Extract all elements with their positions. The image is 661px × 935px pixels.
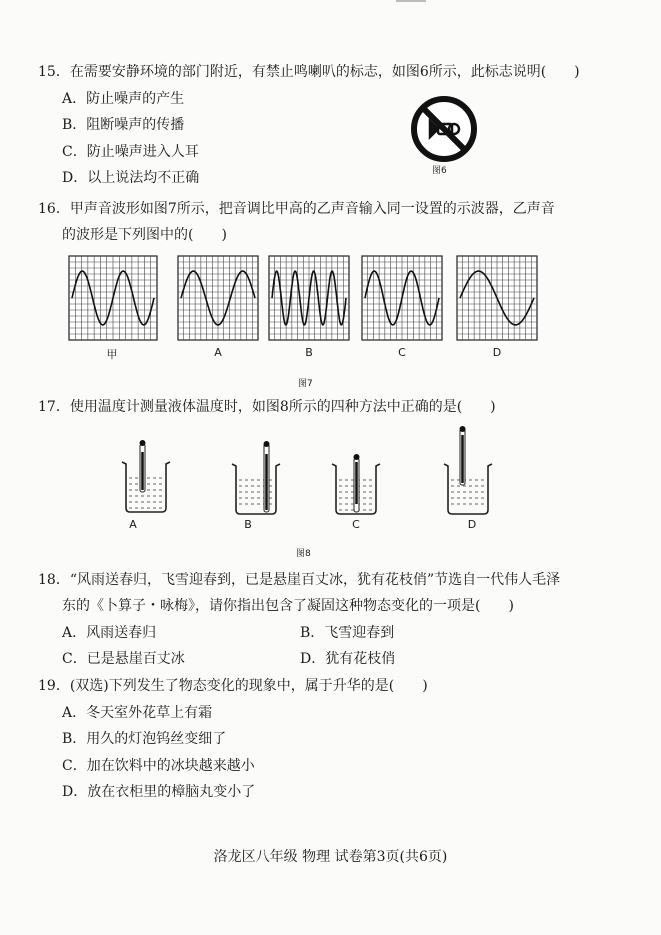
beaker-label-d: D: [467, 518, 477, 531]
scan-mark: [396, 0, 426, 2]
q19-option-c: C．加在饮料中的冰块越来越小: [62, 758, 255, 774]
q17-stem: 17．使用温度计测量液体温度时，如图8所示的四种方法中正确的是( ): [38, 399, 496, 415]
waveform-d: [456, 255, 538, 341]
waveform-label-b: B: [305, 346, 313, 359]
waveform-c: [361, 255, 443, 341]
q15-stem: 15．在需要安静环境的部门附近，有禁止鸣喇叭的标志，如图6所示，此标志说明( ): [38, 64, 580, 80]
beaker-d: [440, 425, 496, 520]
beaker-c: [328, 440, 384, 520]
q15-option-a: A．防止噪声的产生: [62, 91, 185, 107]
waveform-label-a: A: [214, 346, 222, 359]
q19-option-b: B．用久的灯泡钨丝变细了: [62, 731, 227, 747]
q18-option-c: C．已是悬崖百丈冰: [62, 651, 185, 667]
beaker-label-c: C: [352, 518, 360, 531]
page-footer: 洛龙区八年级 物理 试卷第3页(共6页): [213, 849, 448, 865]
waveform-label-c: C: [398, 346, 406, 359]
figure-6-caption: 图6: [432, 166, 447, 176]
q18-stem-line2: 东的《卜算子・咏梅》，请你指出包含了凝固这种物态变化的一项是( ): [62, 598, 514, 614]
figure-8-caption: 图8: [296, 549, 311, 559]
q18-stem-line1: 18．“风雨送春归，飞雪迎春到，已是悬崖百丈冰，犹有花枝俏”节选自一代伟人毛泽: [38, 572, 561, 588]
beaker-a: [118, 438, 174, 518]
q18-option-a: A．风雨送春归: [62, 625, 157, 641]
q16-stem-line1: 16．甲声音波形如图7所示，把音调比甲高的乙声音输入同一设置的示波器，乙声音: [38, 201, 555, 217]
beaker-label-a: A: [129, 518, 137, 531]
q18-option-b: B．飞雪迎春到: [300, 625, 395, 641]
q15-option-d: D．以上说法均不正确: [62, 170, 200, 186]
beaker-label-b: B: [244, 518, 252, 531]
q15-option-c: C．防止噪声进入人耳: [62, 144, 199, 160]
q19-stem: 19．(双选)下列发生了物态变化的现象中，属于升华的是( ): [38, 678, 428, 694]
waveform-b: [268, 255, 350, 341]
no-horn-sign-icon: [408, 93, 480, 165]
waveform-a: [177, 255, 259, 341]
q18-option-d: D．犹有花枝俏: [300, 651, 396, 667]
beaker-b: [228, 440, 284, 520]
q15-option-b: B．阻断噪声的传播: [62, 117, 185, 133]
q19-option-a: A．冬天室外花草上有霜: [62, 705, 213, 721]
waveform-label-jia: 甲: [106, 348, 118, 361]
waveform-label-d: D: [492, 346, 502, 359]
figure-7-caption: 图7: [298, 379, 313, 389]
q16-stem-line2: 的波形是下列图中的( ): [62, 227, 227, 243]
waveform-jia: [68, 255, 158, 341]
q19-option-d: D．放在衣柜里的樟脑丸变小了: [62, 784, 256, 800]
